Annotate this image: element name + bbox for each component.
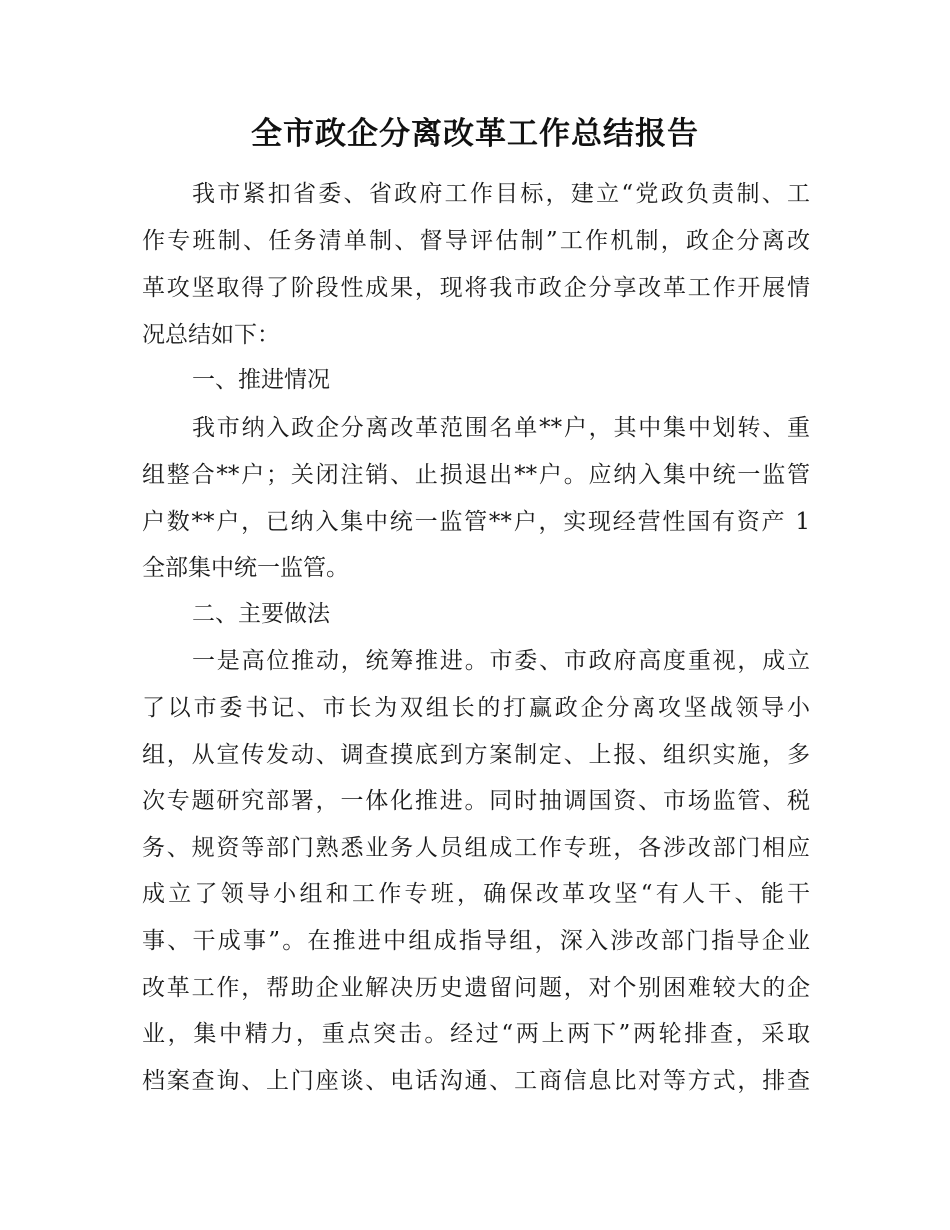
paragraph-line: 组整合**户；关闭注销、止损退出**户。应纳入集中统一监管 [142,462,810,488]
paragraph-line: 业，集中精力，重点突击。经过“两上两下”两轮排查，采取 [142,1021,810,1047]
document-title: 全市政企分离改革工作总结报告 [251,116,699,152]
paragraph-line: 组，从宣传发动、调查摸底到方案制定、上报、组织实施，多 [142,742,810,768]
section-heading: 一、推进情况 [192,367,330,393]
paragraph-line: 一是高位推动，统筹推进。市委、市政府高度重视，成立 [192,648,810,674]
paragraph-line: 户数**户，已纳入集中统一监管**户，实现经营性国有资产 1 [142,509,810,535]
intro-line: 革攻坚取得了阶段性成果，现将我市政企分享改革工作开展情 [142,275,810,301]
paragraph-line: 事、干成事”。在推进中组成指导组，深入涉改部门指导企业 [142,928,810,954]
paragraph-line: 务、规资等部门熟悉业务人员组成工作专班，各涉改部门相应 [142,835,810,861]
paragraph-line: 档案查询、上门座谈、电话沟通、工商信息比对等方式，排查 [142,1068,810,1094]
intro-line: 况总结如下： [142,322,280,348]
paragraph-line: 全部集中统一监管。 [142,555,349,581]
section-heading: 二、主要做法 [192,601,330,627]
paragraph-line: 改革工作，帮助企业解决历史遗留问题，对个别困难较大的企 [142,975,810,1001]
paragraph-line: 我市纳入政企分离改革范围名单**户，其中集中划转、重 [192,415,810,441]
intro-line: 作专班制、任务清单制、督导评估制”工作机制，政企分离改 [142,228,810,254]
paragraph-line: 了以市委书记、市长为双组长的打赢政企分离攻坚战领导小 [142,695,810,721]
paragraph-line: 次专题研究部署，一体化推进。同时抽调国资、市场监管、税 [142,788,810,814]
intro-line: 我市紧扣省委、省政府工作目标，建立“党政负责制、工 [192,181,810,207]
paragraph-line: 成立了领导小组和工作专班，确保改革攻坚“有人干、能干 [142,881,810,907]
